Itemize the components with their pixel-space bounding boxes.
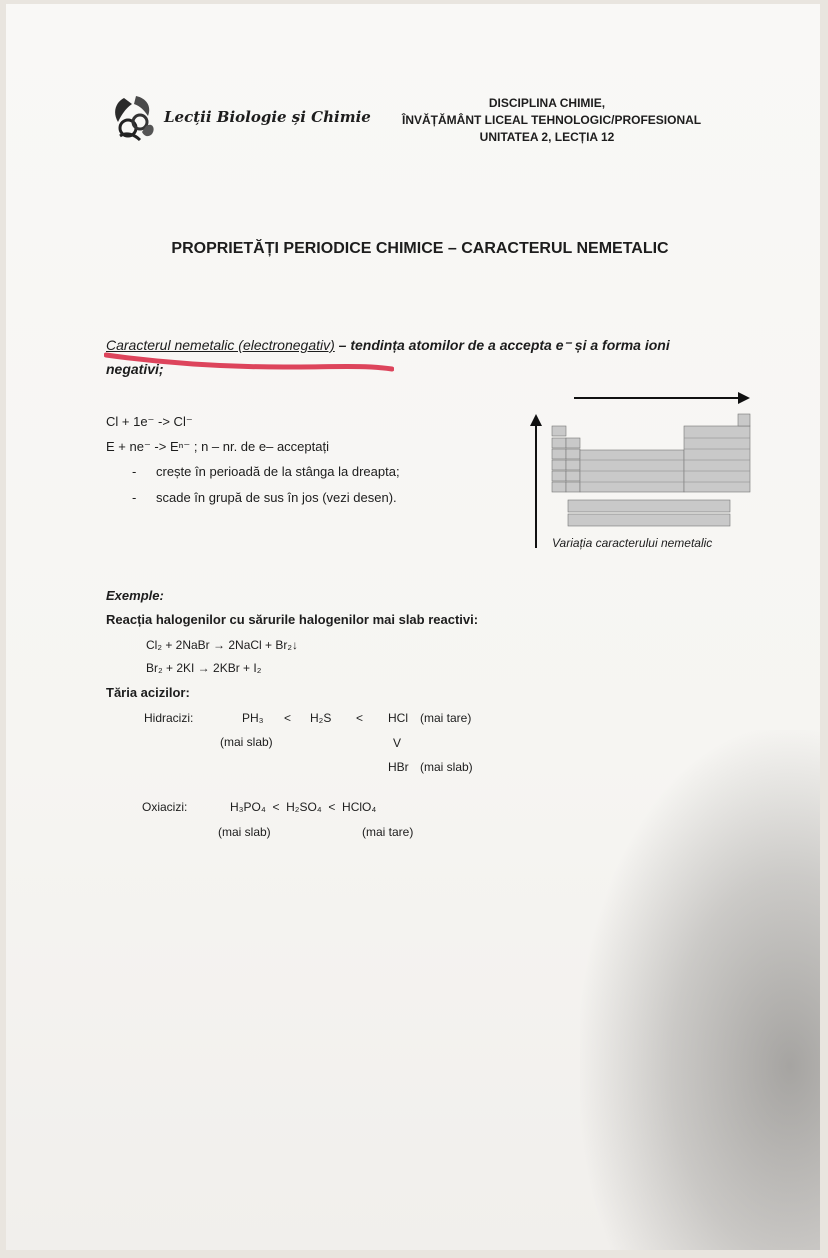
examples-heading: Exemple: — [106, 588, 164, 603]
hydracid-hbr: HBr — [388, 760, 409, 774]
header-level: ÎNVĂȚĂMÂNT LICEAL TEHNOLOGIC/PROFESIONAL — [402, 113, 702, 127]
reaction-heading: Reacția halogenilor cu sărurile halogenilor mai slab reactivi: — [106, 612, 479, 627]
greater-than-vertical: V — [393, 736, 402, 750]
definition-continuation: negativi; — [106, 361, 164, 377]
leaf-logo-icon — [106, 92, 160, 144]
definition-dash: – — [334, 337, 351, 353]
reaction-1: Cl₂ + 2NaBr → 2NaCl + Br₂↓ — [146, 638, 299, 652]
formula-line-1: Cl + 1e⁻ -> Cl⁻ — [106, 414, 193, 429]
less-than-2: < — [356, 711, 364, 725]
definition-text: tendința atomilor de a accepta e⁻ și a forma ioni — [350, 337, 670, 353]
bullet-item-2: scade în grupă de sus în jos (vezi desen). — [156, 490, 397, 505]
hydracid-h2s: H₂S — [310, 711, 332, 725]
less-than-1: < — [284, 711, 292, 725]
vertical-arrowhead — [530, 414, 542, 426]
formula-line-2: E + ne⁻ -> Eⁿ⁻ ; n – nr. de e– acceptați — [106, 439, 329, 454]
definition-term: Caracterul nemetalic (electronegativ) — [106, 337, 335, 353]
document-page — [6, 4, 820, 1250]
bullet-item-1: crește în perioadă de la stânga la dreapta; — [156, 464, 400, 479]
horizontal-arrowhead — [738, 392, 750, 404]
hcl-note: (mai tare) — [420, 711, 472, 725]
hbr-note: (mai slab) — [420, 760, 473, 774]
hydracid-hcl: HCl — [388, 711, 408, 725]
bullet-dash-2: - — [132, 490, 137, 505]
acid-heading: Tăria acizilor: — [106, 685, 190, 700]
bullet-dash-1: - — [132, 464, 137, 479]
oxyacids-strong-note: (mai tare) — [362, 825, 414, 839]
page-title: PROPRIETĂȚI PERIODICE CHIMICE – CARACTERUL NEMETALIC — [171, 240, 669, 257]
header-unit: UNITATEA 2, LECȚIA 12 — [479, 130, 615, 144]
periodic-table-diagram — [526, 388, 756, 558]
hydracids-label: Hidracizi: — [144, 711, 194, 725]
header-discipline: DISCIPLINA CHIMIE, — [488, 96, 606, 110]
photo-shadow — [580, 730, 820, 1250]
reaction-2: Br₂ + 2KI → 2KBr + I₂ — [146, 661, 262, 675]
definition-line — [106, 337, 670, 354]
oxyacids-expression: H₃PO₄ < H₂SO₄ < HClO₄ — [230, 800, 377, 814]
diagram-caption: Variația caracterului nemetalic — [552, 536, 713, 550]
oxyacids-weak-note: (mai slab) — [218, 825, 271, 839]
oxyacids-label: Oxiacizi: — [142, 800, 188, 814]
hydracid-ph3: PH₃ — [242, 711, 264, 725]
logo-text: Lecții Biologie și Chimie — [164, 108, 371, 126]
hydracids-weak-note: (mai slab) — [220, 735, 273, 749]
